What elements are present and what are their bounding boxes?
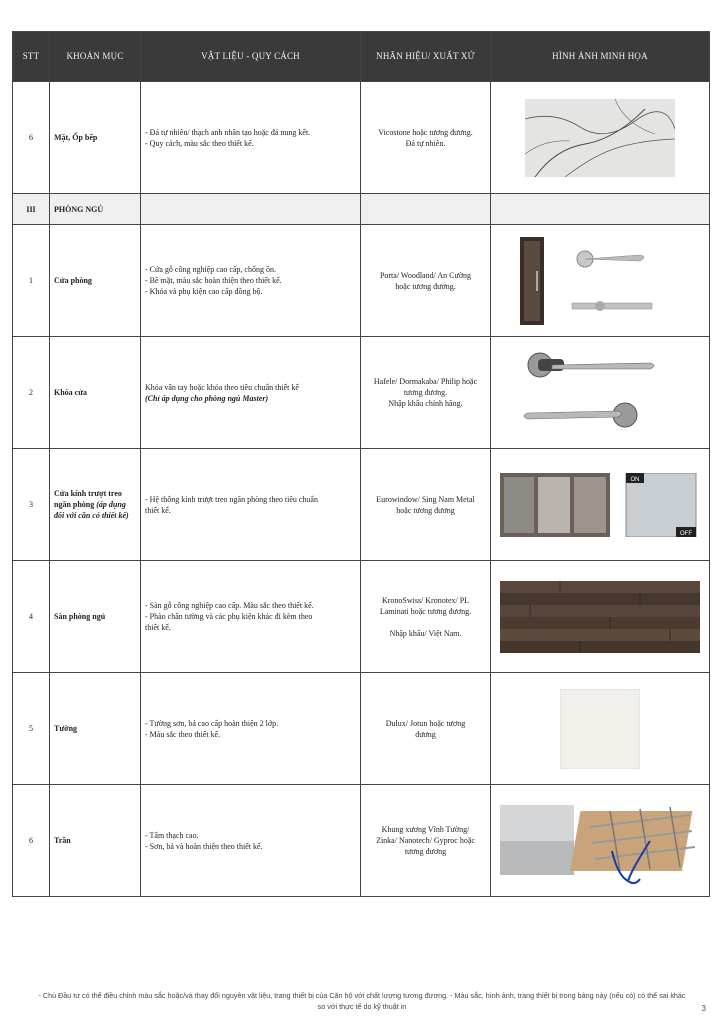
row-stt: 6 bbox=[13, 82, 50, 194]
section-stt: III bbox=[13, 194, 50, 225]
spec-line: - Khóa và phụ kiện cao cấp đồng bộ. bbox=[145, 287, 263, 296]
spec-line: - Bề mặt, màu sắc hoàn thiện theo thiết kế. bbox=[145, 276, 282, 285]
brand-line: Hafele/ Dormakaba/ Philip hoặc bbox=[373, 377, 478, 386]
spec-line: Khóa vân tay hoặc khóa theo tiêu chuẩn thiết kế bbox=[145, 382, 299, 392]
row-brand bbox=[361, 82, 491, 194]
brand-line: Đá tự nhiên. bbox=[405, 138, 446, 148]
brand-line: Nhập khẩu/ Việt Nam. bbox=[389, 628, 462, 638]
row-stt: 1 bbox=[13, 225, 50, 337]
row-image bbox=[491, 785, 710, 897]
brand-line: Laminati hoặc tương đương. bbox=[379, 606, 472, 616]
brand-line: đương bbox=[415, 729, 436, 739]
brand-line: KronoSwiss/ Kronotex/ PL bbox=[381, 595, 470, 605]
table-row bbox=[13, 82, 710, 194]
row-item: Sàn phòng ngủ bbox=[50, 561, 141, 673]
row-stt: 6 bbox=[13, 785, 50, 897]
row-stt: 4 bbox=[13, 561, 50, 673]
brand-line: Nhập khẩu chính hãng. bbox=[388, 399, 463, 408]
row-brand bbox=[361, 449, 491, 561]
brand-line: Khung xương Vĩnh Tường/ bbox=[381, 825, 470, 834]
table-row bbox=[13, 673, 710, 785]
spec-table bbox=[12, 31, 710, 897]
item-line: (áp dụng bbox=[96, 500, 126, 509]
lock-image bbox=[500, 343, 700, 443]
page-number: 3 bbox=[701, 1004, 706, 1013]
brand-line: tương đương. bbox=[403, 388, 448, 397]
row-brand bbox=[361, 337, 491, 449]
brand-line: hoặc tương đương bbox=[396, 505, 455, 515]
row-stt: 3 bbox=[13, 449, 50, 561]
row-item: Mặt, Ốp bếp bbox=[50, 82, 141, 194]
row-stt: 5 bbox=[13, 673, 50, 785]
brand-line: Eurowindow/ Sing Nam Metal bbox=[376, 494, 475, 504]
brand-line: hoặc tương đương. bbox=[395, 281, 456, 291]
header-nhan-hieu: NHÃN HIỆU/ XUẤT XỨ bbox=[361, 32, 491, 82]
wood-floor-image bbox=[500, 581, 700, 653]
spec-line: (Chỉ áp dụng cho phòng ngủ Master) bbox=[145, 393, 269, 403]
door-image bbox=[500, 231, 700, 331]
spec-line: thiết kế. bbox=[145, 505, 171, 515]
row-brand bbox=[361, 225, 491, 337]
paint-swatch-image bbox=[560, 689, 640, 769]
spec-line: - Cửa gỗ công nghiệp cao cấp, chống ồn. bbox=[145, 265, 276, 274]
row-spec bbox=[141, 785, 361, 897]
row-image bbox=[491, 337, 710, 449]
off-label: OFF bbox=[680, 530, 692, 537]
table-row bbox=[13, 561, 710, 673]
row-brand bbox=[361, 561, 491, 673]
row-brand bbox=[361, 673, 491, 785]
header-hinh-anh: HÌNH ẢNH MINH HỌA bbox=[491, 32, 710, 82]
brand-line: tương đương bbox=[404, 847, 447, 856]
row-spec bbox=[141, 673, 361, 785]
spec-line: - Phào chân tường và các phụ kiện khác đi kèm theo bbox=[145, 612, 313, 621]
item-line: đối với căn có thiết kế) bbox=[54, 511, 129, 520]
row-spec bbox=[141, 449, 361, 561]
on-label: ON bbox=[630, 476, 640, 483]
spec-line: - Hệ thống kính trượt treo ngăn phòng theo tiêu chuẩn bbox=[145, 494, 318, 504]
row-image bbox=[491, 449, 710, 561]
header-stt: STT bbox=[13, 32, 50, 82]
ceiling-image bbox=[500, 791, 700, 891]
footer-line: - Chủ Đầu tư có thể điều chỉnh màu sắc hoặc/và thay đổi nguyên vật liệu, trang thiết bị của Căn hộ với chất lượng tương đương. - Màu sắc, hình ảnh, trang thiết bị trong bảng này (nếu có) có thể sai khác bbox=[38, 991, 686, 1000]
row-item: Cửa phòng bbox=[50, 225, 141, 337]
row-spec bbox=[141, 561, 361, 673]
footer-line: so với thực tế do kỹ thuật in bbox=[317, 1002, 407, 1011]
spec-line: - Màu sắc theo thiết kế. bbox=[145, 729, 221, 739]
row-item: Khóa cửa bbox=[50, 337, 141, 449]
spec-line: - Quy cách, màu sắc theo thiết kế. bbox=[145, 138, 254, 148]
brand-line: Vicostone hoặc tương đương. bbox=[378, 127, 473, 137]
spec-line: - Đá tự nhiên/ thạch anh nhân tạo hoặc đá nung kết. bbox=[145, 127, 311, 137]
row-spec bbox=[141, 225, 361, 337]
section-title: PHÒNG NGỦ bbox=[50, 194, 141, 225]
spec-line: - Tấm thạch cao. bbox=[145, 830, 199, 840]
marble-image bbox=[525, 99, 675, 177]
row-item: Tường bbox=[50, 673, 141, 785]
item-line: Cửa kính trượt treo bbox=[54, 489, 122, 498]
spec-line: - Sơn, bả và hoàn thiện theo thiết kế. bbox=[145, 841, 263, 851]
brand-line: Zinka/ Nanotech/ Gyproc hoặc bbox=[376, 836, 475, 845]
row-image bbox=[491, 82, 710, 194]
brand-line: Dulux/ Jotun hoặc tương bbox=[385, 718, 466, 728]
spec-line: thiết kế. bbox=[145, 623, 171, 632]
spec-line: - Tường sơn, bả cao cấp hoàn thiện 2 lớp. bbox=[145, 718, 279, 728]
spec-line: - Sàn gỗ công nghiệp cao cấp. Màu sắc theo thiết kế. bbox=[145, 601, 314, 610]
table-header bbox=[13, 32, 710, 82]
item-line: ngăn phòng bbox=[54, 500, 95, 509]
row-spec bbox=[141, 82, 361, 194]
row-item: Trần bbox=[50, 785, 141, 897]
row-image bbox=[491, 225, 710, 337]
header-vat-lieu: VẬT LIỆU - QUY CÁCH bbox=[141, 32, 361, 82]
footer-note bbox=[0, 990, 724, 1012]
row-item bbox=[50, 449, 141, 561]
row-brand bbox=[361, 785, 491, 897]
table-row bbox=[13, 337, 710, 449]
row-spec bbox=[141, 337, 361, 449]
table-row bbox=[13, 449, 710, 561]
table-row bbox=[13, 785, 710, 897]
brand-line: Porta/ Woodland/ An Cường bbox=[379, 270, 472, 280]
header-khoan-muc: KHOẢN MỤC bbox=[50, 32, 141, 82]
table-row bbox=[13, 225, 710, 337]
row-image bbox=[491, 561, 710, 673]
section-row bbox=[13, 194, 710, 225]
glass-door-image bbox=[500, 473, 700, 537]
row-image bbox=[491, 673, 710, 785]
row-stt: 2 bbox=[13, 337, 50, 449]
